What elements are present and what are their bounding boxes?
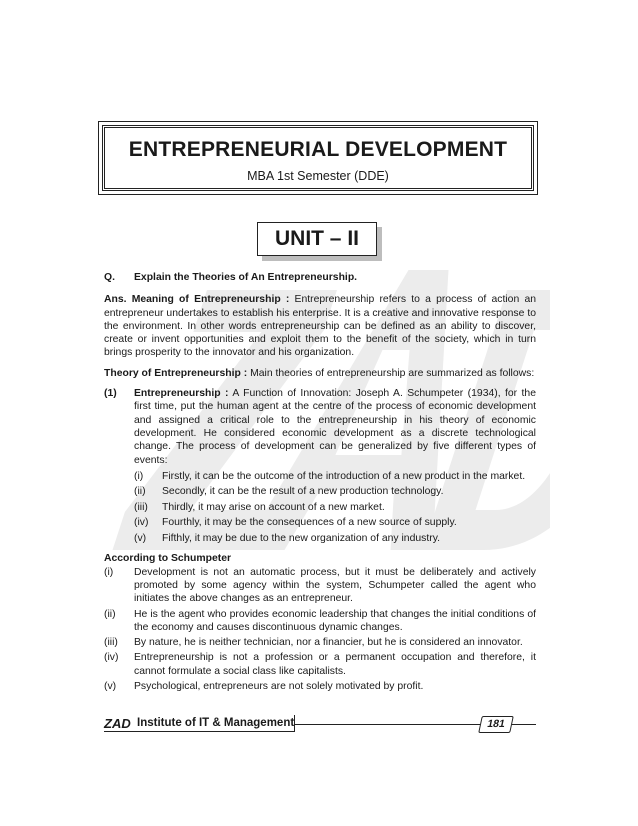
list-item: (v) Fifthly, it may be due to the new organization of any industry. bbox=[134, 532, 440, 544]
list-item: (iii) Thirdly, it may arise on account of a new market. bbox=[134, 501, 385, 513]
list-item: (i) Development is not an automatic process, but it must be deliberately and actively promoted by some agency within the system, Schumpeter called the agent who initiates the above changes as an entrepreneur. bbox=[104, 566, 536, 605]
institute-name: Institute of IT & Management bbox=[137, 717, 295, 729]
schumpeter-list bbox=[104, 566, 536, 694]
list-item bbox=[104, 387, 536, 467]
answer-text: Entrepreneurship refers to a process of action an entrepreneur undertakes to establish his enterprise. It is a creative and innovative response to the environment. In other words entrepreneurship can be defined as an ability to discover, create or invent opportunities and exploit them to the benefit of the society, which in turn brings prosperity to the innovator and his organization. bbox=[104, 294, 536, 359]
section-heading: According to Schumpeter bbox=[104, 553, 232, 565]
list-item: (iv) Entrepreneurship is not a profession or a permanent occupation and therefore, it cannot formulate a social class like capitalists. bbox=[104, 652, 536, 677]
question bbox=[104, 271, 536, 284]
events-list bbox=[134, 469, 536, 547]
unit-heading-box bbox=[257, 222, 377, 256]
page-number: 181 bbox=[478, 716, 514, 733]
answer-label: Ans. Meaning of Entrepreneurship : bbox=[104, 294, 290, 306]
footer-rule bbox=[512, 724, 536, 725]
answer-paragraph bbox=[104, 293, 536, 359]
item-number: (1) bbox=[104, 388, 117, 400]
question-marker: Q. bbox=[104, 272, 115, 283]
list-item: (ii) Secondly, it can be the result of a new production technology. bbox=[134, 486, 444, 498]
question-text: Explain the Theories of An Entrepreneurship. bbox=[134, 272, 358, 283]
theory-label: Theory of Entrepreneurship : bbox=[104, 367, 248, 379]
item-text: A Function of Innovation: Joseph A. Schumpeter (1934), for the first time, put the human agent at the centre of the process of economic development and assigned a critical role to the entrepreneurship in his theory of economic development. He considered economic development as a discrete technological change. The process of development can be generalized by five different types of events: bbox=[134, 388, 536, 466]
page-footer bbox=[104, 716, 536, 732]
unit-heading: UNIT – II bbox=[274, 227, 359, 250]
list-item: (ii) He is the agent who provides economic leadership that changes the initial conditions of the economy and causes discontinuous dynamic changes. bbox=[104, 608, 536, 633]
item-label: Entrepreneurship : bbox=[134, 388, 229, 400]
document-title: ENTREPRENEURIAL DEVELOPMENT bbox=[128, 138, 508, 161]
zad-logo: ZAD bbox=[104, 716, 131, 731]
list-item: (iii) By nature, he is neither technician, nor a financier, but he is considered an innovator. bbox=[104, 637, 523, 649]
theory-text: Main theories of entrepreneurship are summarized as follows: bbox=[250, 367, 535, 379]
list-item: (i) Firstly, it can be the outcome of the introduction of a new product in the market. bbox=[134, 470, 526, 482]
document-subtitle: MBA 1st Semester (DDE) bbox=[247, 169, 389, 183]
theory-paragraph bbox=[104, 367, 536, 380]
list-item: (v) Psychological, entrepreneurs are not solely motivated by profit. bbox=[104, 681, 424, 693]
footer-rule bbox=[294, 724, 481, 725]
document-body bbox=[104, 271, 536, 695]
title-box bbox=[102, 125, 534, 191]
list-item: (iv) Fourthly, it may be the consequences of a new source of supply. bbox=[134, 517, 457, 529]
